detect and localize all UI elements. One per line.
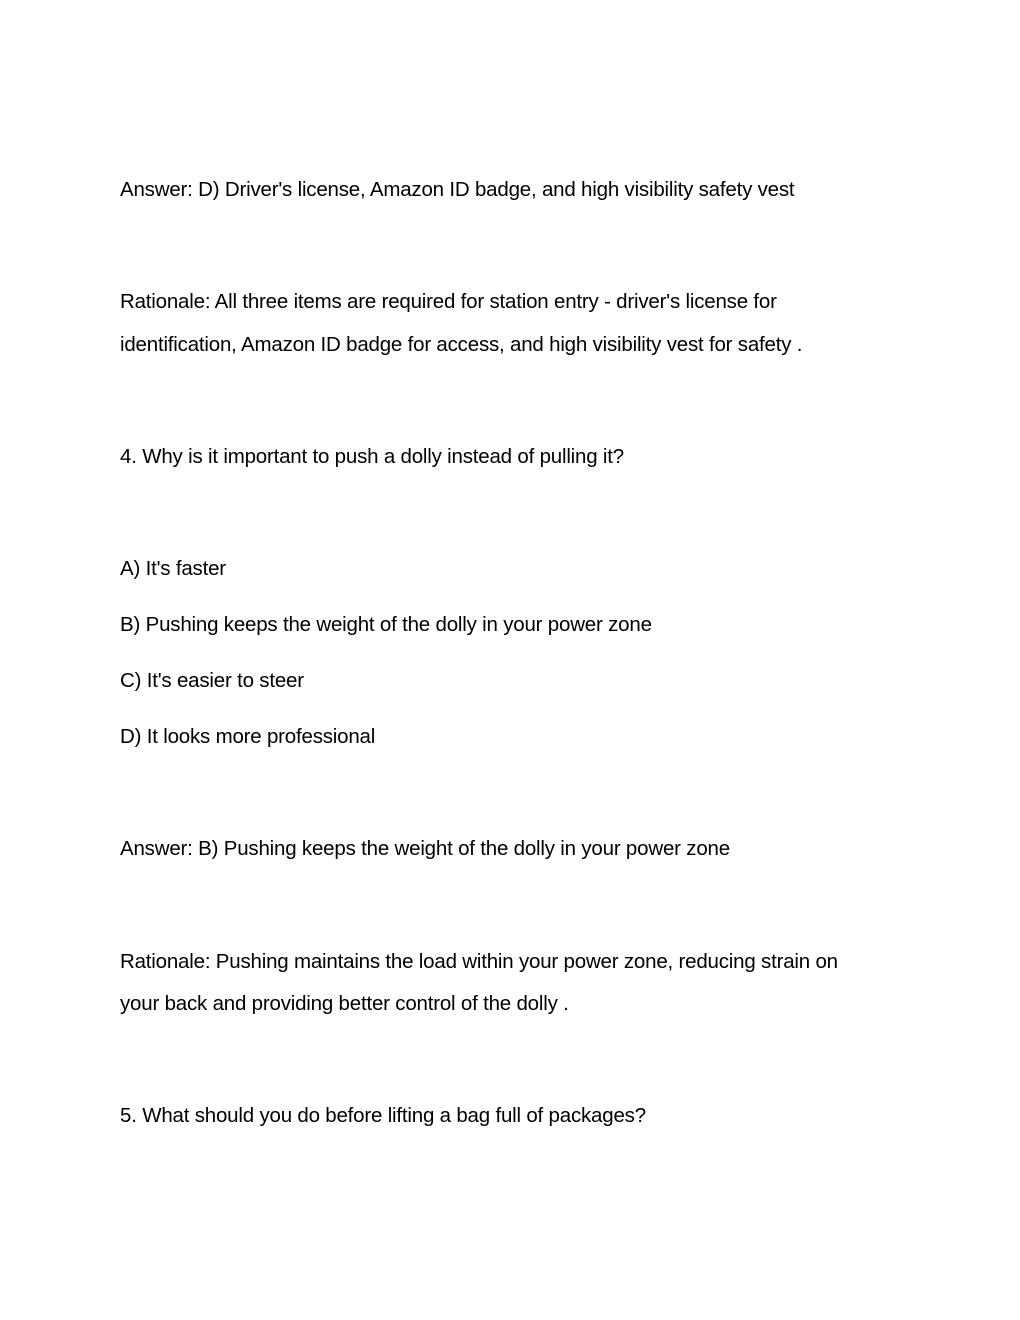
rationale-text-continued: your back and providing better control of the dolly . (120, 992, 569, 1015)
option-c: C) It's easier to steer (120, 669, 304, 692)
rationale-text: Rationale: All three items are required for station entry - driver's license for (120, 290, 777, 313)
answer-text: Answer: B) Pushing keeps the weight of the dolly in your power zone (120, 837, 730, 860)
option-a: A) It's faster (120, 557, 226, 580)
answer-text: Answer: D) Driver's license, Amazon ID badge, and high visibility safety vest (120, 178, 795, 201)
question-text: 4. Why is it important to push a dolly instead of pulling it? (120, 445, 624, 468)
option-d: D) It looks more professional (120, 725, 376, 748)
rationale-text-continued: identification, Amazon ID badge for access, and high visibility vest for safety . (120, 333, 803, 356)
option-b: B) Pushing keeps the weight of the dolly in your power zone (120, 613, 652, 636)
rationale-text: Rationale: Pushing maintains the load within your power zone, reducing strain on (120, 950, 838, 973)
question-text: 5. What should you do before lifting a bag full of packages? (120, 1104, 646, 1127)
